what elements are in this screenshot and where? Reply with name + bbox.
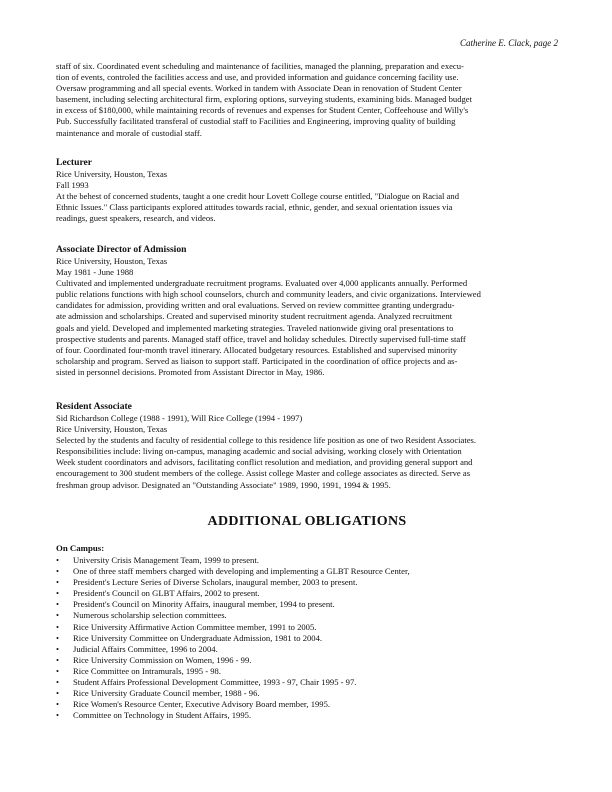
bullet-icon: • (56, 710, 60, 721)
job-dates: May 1981 - June 1988 (56, 267, 134, 278)
list-item (56, 577, 558, 588)
list-item (56, 710, 558, 721)
job-desc-line: Week student coordinators and advisors, facilitating conflict resolution and mediation, and providing general support and (56, 457, 473, 468)
list-item (56, 566, 558, 577)
bullet-icon: • (56, 654, 60, 665)
list-item (56, 610, 558, 621)
list-item-text: Rice University Commission on Women, 1996 - 99. (73, 654, 252, 665)
job-title: Associate Director of Admission (56, 244, 187, 255)
intro-line: Oversaw programming and all special events. Worked in tandem with Associate Dean in renovation of Student Center (56, 83, 462, 94)
list-item-text: Committee on Technology in Student Affairs, 1995. (73, 710, 252, 721)
list-item-text: One of three staff members charged with developing and implementing a GLBT Resource Center, (73, 566, 410, 577)
job-desc-line: goals and yield. Developed and implemented marketing strategies. Traveled nationwide giving oral presentations to (56, 322, 454, 333)
job-desc-line: readings, guest speakers, research, and videos. (56, 213, 216, 224)
list-item (56, 666, 558, 677)
job-desc-line: scholarship and program. Served as liaison to support staff. Participated in the coordination of office projects and as- (56, 355, 458, 366)
job-desc-line: Responsibilities include: living on-campus, managing academic and social advising, working closely with Orientation (56, 446, 462, 457)
bullet-icon: • (56, 577, 60, 588)
job-desc-line: encouragement to 300 student members of the college. Assist college Master and college associates as directed. Serve as (56, 468, 471, 479)
sub-heading: On Campus: (56, 543, 105, 553)
list-item-text: Judicial Affairs Committee, 1996 to 2004. (73, 643, 218, 654)
list-item (56, 633, 558, 644)
list-item-text: Rice University Affirmative Action Committee member, 1991 to 2005. (73, 621, 317, 632)
intro-line: maintenance and morale of custodial staff. (56, 127, 202, 138)
list-item-text: Student Affairs Professional Development Committee, 1993 - 97, Chair 1995 - 97. (73, 677, 357, 688)
job-dates: Fall 1993 (56, 180, 89, 191)
job-desc-line: public relations functions with high school counselors, church and community leaders, and civic organizations. Interviewed (56, 289, 481, 300)
bullet-icon: • (56, 599, 60, 610)
list-item-text: President's Council on Minority Affairs, inaugural member, 1994 to present. (73, 599, 335, 610)
job-desc-line: prospective students and parents. Managed staff office, travel and holiday schedules. Directly supervised full-time staff (56, 333, 466, 344)
job-desc-line: of four. Coordinated four-month travel itinerary. Allocated budgetary resources. Established and supervised minority (56, 344, 457, 355)
bullet-icon: • (56, 665, 60, 676)
intro-line: in excess of $180,000, while maintaining records of revenues and expenses for Student Center, Coffeehouse and Willy's (56, 105, 469, 116)
bullet-icon: • (56, 555, 60, 565)
list-item-text: Rice Women's Resource Center, Executive Advisory Board member, 1995. (73, 699, 331, 710)
list-item (56, 677, 558, 688)
job-desc-line: ate admission and scholarships. Created and supervised minority student recruitment agenda. Analyzed recruitment (56, 311, 453, 322)
intro-line: staff of six. Coordinated event scheduling and maintenance of facilities, managed the planning, preparation and execu- (56, 61, 464, 71)
job-resident-associate (56, 401, 558, 491)
bullet-icon: • (56, 632, 60, 643)
intro-line: tion of events, controled the facilities access and use, and provided information and guidance concerning facility use. (56, 72, 459, 83)
list-item (56, 622, 558, 633)
job-desc-line: freshman group advisor. Designated an "Outstanding Associate" 1989, 1990, 1991, 1994 & 1995. (56, 479, 391, 490)
list-item (56, 644, 558, 655)
job-org: Rice University, Houston, Texas (56, 169, 168, 179)
running-head: Catherine E. Clack, page 2 (460, 38, 558, 48)
bullet-icon: • (56, 566, 60, 577)
job-dates: Rice University, Houston, Texas (56, 424, 168, 435)
job-org: Sid Richardson College (1988 - 1991), Will Rice College (1994 - 1997) (56, 413, 303, 423)
obligations-list (56, 555, 558, 721)
list-item-text: President's Council on GLBT Affairs, 2002 to present. (73, 588, 260, 599)
intro-line: basement, including selecting architectural firm, exploring options, surveying students, examining bids. Managed budget (56, 94, 472, 105)
list-item (56, 688, 558, 699)
job-lecturer (56, 157, 558, 224)
bullet-icon: • (56, 621, 60, 632)
job-title: Resident Associate (56, 401, 132, 412)
job-desc-line: Cultivated and implemented undergraduate recruitment programs. Evaluated over 4,000 applicants annually. Performed (56, 278, 468, 289)
list-item (56, 599, 558, 610)
job-desc-line: Selected by the students and faculty of residential college to this residence life position as one of two Resident Associates. (56, 435, 477, 446)
list-item (56, 699, 558, 710)
bullet-icon: • (56, 699, 60, 710)
list-item (56, 588, 558, 599)
bullet-icon: • (56, 688, 60, 699)
bullet-icon: • (56, 677, 60, 688)
intro-line: Pub. Successfully facilitated transferal of custodial staff to Facilities and Engineering, improving quality of building (56, 116, 456, 127)
job-desc-line: candidates for admission, providing written and oral evaluations. Served on review committee granting undergradu- (56, 300, 455, 311)
list-item (56, 555, 558, 566)
bullet-icon: • (56, 610, 60, 621)
job-desc-line: At the behest of concerned students, taught a one credit hour Lovett College course entitled, "Dialogue on Racial and (56, 191, 459, 202)
bullet-icon: • (56, 588, 60, 599)
list-item-text: Rice University Committee on Undergraduate Admission, 1981 to 2004. (73, 632, 323, 643)
list-item-text: Rice University Graduate Council member, 1988 - 96. (73, 688, 260, 699)
list-item (56, 655, 558, 666)
list-item-text: University Crisis Management Team, 1999 to present. (73, 555, 259, 565)
job-associate-director (56, 244, 558, 378)
bullet-icon: • (56, 643, 60, 654)
intro-paragraph (56, 61, 558, 139)
job-desc-line: Ethnic Issues." Class participants explored attitudes towards racial, ethnic, gender, and sexual orientation issues via (56, 202, 453, 213)
section-heading: ADDITIONAL OBLIGATIONS (207, 514, 407, 529)
job-title: Lecturer (56, 157, 93, 168)
job-org: Rice University, Houston, Texas (56, 256, 168, 266)
list-item-text: Numerous scholarship selection committees. (73, 610, 227, 621)
list-item-text: President's Lecture Series of Diverse Scholars, inaugural member, 2003 to present. (73, 577, 358, 588)
job-desc-line: sisted in personnel decisions. Promoted from Assistant Director in May, 1986. (56, 366, 325, 377)
list-item-text: Rice Committee on Intramurals, 1995 - 98. (73, 665, 221, 676)
